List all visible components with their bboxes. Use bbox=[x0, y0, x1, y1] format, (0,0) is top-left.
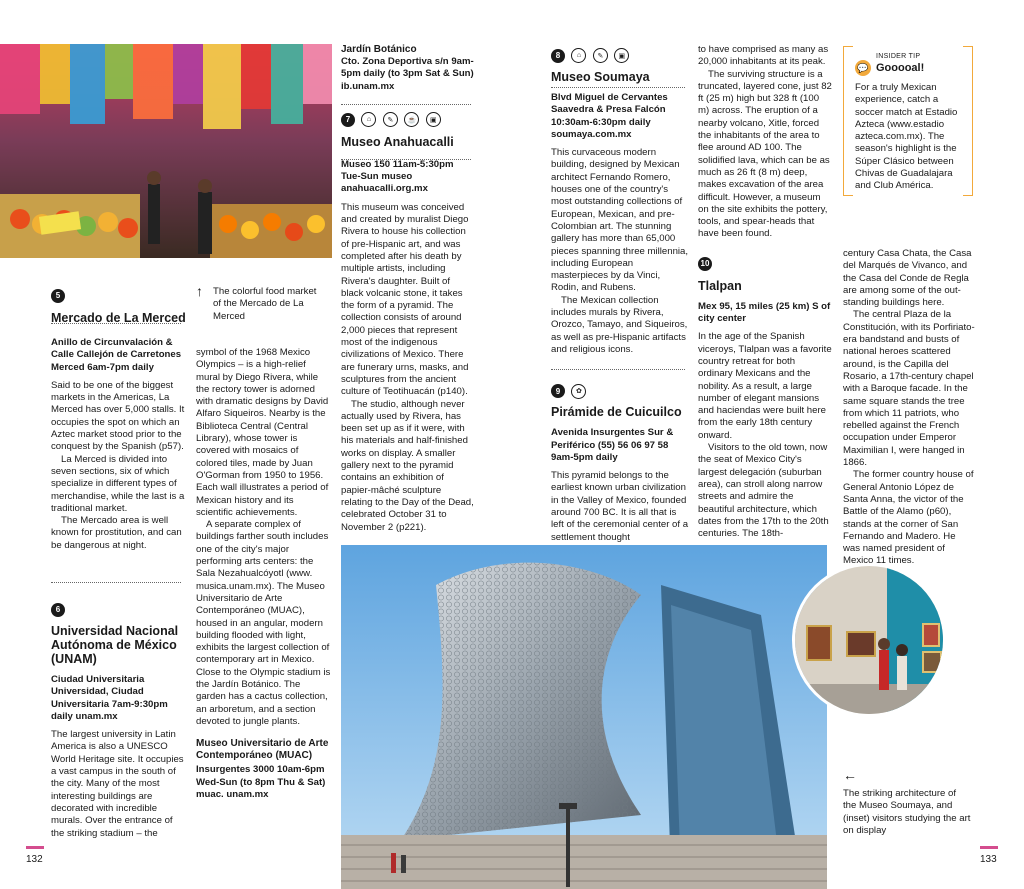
entry-info: Ciudad Universitaria Universidad, Ciudad Universitaria 7am-9:30pm daily unam.mx bbox=[51, 674, 168, 722]
entry-paragraph: This museum was conceived and created by muralist Diego Rivera to house his collection of pre-Hispanic art, and was completed after his death by multiple artists, including Rivera's daughter. Built of black volcanic stone, it takes the form of a pyramid. The collection consists of around 2,000 pieces that represent most of the indigenous civilizations of Mexico. There are funerary urns, masks, and sculptures from the ancient culture of Teotihuacán (p140). bbox=[341, 201, 469, 398]
entry-info: Anillo de Circunvalación & Calle Callejón de Carretones Merced 6am-7pm daily bbox=[51, 337, 182, 373]
divider bbox=[51, 582, 181, 583]
cafe-icon: ☕ bbox=[404, 112, 419, 127]
page-marker-left bbox=[26, 846, 44, 849]
entry-title: Universidad Nacional Autónoma de México (UNAM) bbox=[51, 624, 179, 666]
gallery-illustration bbox=[795, 566, 943, 714]
entry-number-badge: 7 bbox=[341, 113, 355, 127]
entry-paragraph: In the age of the Spanish viceroys, Tlalpan was a favorite country retreat for both ordinary Mexicans and the nobility. As a result, a large number of elegant mansions and haciendas were built here from the early 18th century onward. bbox=[698, 331, 832, 441]
entry-paragraph: La Merced is divided into seven sections, six of which specialize in different types of merchandise, while the last is a traditional market. bbox=[51, 453, 185, 514]
entry-number-badge: 9 bbox=[551, 384, 565, 398]
entry-paragraph: The Mexican collection includes murals by Rivera, Orozco, Tamayo, and Siqueiros, as well as pre-Hispanic artifacts and religious icons. bbox=[551, 294, 688, 355]
caption-bottom-arrow: ← bbox=[843, 767, 857, 783]
column-6 bbox=[843, 248, 975, 568]
entry-title: Museo Anahuacalli bbox=[341, 134, 454, 149]
market-photo bbox=[0, 44, 332, 258]
insider-tip-label: INSIDER TIP bbox=[876, 53, 921, 60]
sub-entry-title: Museo Universitario de Arte Contemporáneo (MUAC) bbox=[196, 738, 329, 762]
entry-paragraph: century Casa Chata, the Casa del Marqués de Vivanco, and the Casa del Conde de Regla are among some of the out-standing buildings here. bbox=[843, 248, 972, 309]
sub-entry-title: Jardín Botánico bbox=[341, 44, 417, 55]
insider-tip-text: For a truly Mexican experience, catch a soccer match at Estadio Azteca (www.estadio azteca.com.mx). The season's highlight is the Súper Clásico between Chivas de Guadalajara and Club América. bbox=[855, 82, 958, 192]
divider bbox=[551, 87, 685, 88]
art-icon: ✎ bbox=[383, 112, 398, 127]
page-marker-right bbox=[980, 846, 998, 849]
insider-tip-box bbox=[843, 46, 973, 196]
column-2 bbox=[196, 347, 332, 801]
page-number-right: 133 bbox=[980, 854, 997, 865]
shop-icon: ▣ bbox=[614, 48, 629, 63]
entry-info: Mex 95, 15 miles (25 km) S of city center bbox=[698, 300, 831, 325]
entry-paragraph: This pyramid belongs to the earliest known urban civilization in the Valley of Mexico, founded around 700 BC. It is all that is left of the ceremonial center of a settlement thought bbox=[551, 470, 689, 543]
entry-info: Museo 150 11am-5:30pm Tue-Sun museo anahuacalli.org.mx bbox=[341, 158, 454, 195]
entry-number-badge: 10 bbox=[698, 257, 712, 271]
entry-number-badge: 5 bbox=[51, 289, 65, 303]
caption-market: The colorful food market of the Mercado de La Merced bbox=[213, 286, 317, 322]
entry-number-badge: 6 bbox=[51, 603, 65, 617]
soumaya-photo bbox=[341, 545, 827, 889]
entry-paragraph: The Mercado area is well known for prostitution, and can be dangerous at night. bbox=[51, 515, 182, 551]
entry-paragraph: The largest university in Latin America is also a UNESCO World Heritage site. It occupies a vast campus in the south of the city. Many of the most interesting buildings are decorated with incredible murals. Over the entrance of the striking stadium – the bbox=[51, 729, 184, 839]
museum-icon: ⌂ bbox=[571, 48, 586, 63]
entry-paragraph: Visitors to the old town, now the seat of Mexico City's largest delegación (suburban area), can stroll along narrow streets and admire the beautiful architecture, which dates from the 17th to the 20th centuries. The 18th- bbox=[698, 442, 829, 540]
shop-icon: ▣ bbox=[426, 112, 441, 127]
entry-info: Blvd Miguel de Cervantes Saavedra & Presa Falcón 10:30am-6:30pm daily soumaya.com.mx bbox=[551, 92, 668, 140]
insider-tip-title: Gooooal! bbox=[876, 62, 925, 74]
entry-paragraph: A separate complex of buildings farther south includes one of the city's major performing arts centers: the Sala Nezahualcóyotl (www. musica.unam.mx). The Museo Universitario de Arte Contemporáneo (MUAC), housed in an angular, modern building flooded with light, exhibits the largest collection of contemporary art in Mexico. Close to the Olympic stadium is the Jardín Botánico. The garden has a cactus collection, an arboretum, and a section devoted to jungle plants. bbox=[196, 519, 331, 727]
museum-icon: ⌂ bbox=[361, 112, 376, 127]
entry-paragraph: to have comprised as many as 20,000 inhabitants at its peak. bbox=[698, 44, 829, 68]
sub-entry-info: Insurgentes 3000 10am-6pm Wed-Sun (to 8pm Thu & Sat) muac. unam.mx bbox=[196, 764, 326, 800]
entry-paragraph: The surviving structure is a truncated, layered cone, just 82 ft (25 m) high but 328 ft (100 m) across. The eruption of a nearby volcano, Xitle, forced the inhabitants of the area to flee around AD 100. The solidified lava, which can be as much as 26 ft (8 m) deep, makes excavation of the area difficult. However, a museum on the site exhibits the pottery, tools, and spear-heads that have been found. bbox=[698, 68, 832, 240]
column-3 bbox=[341, 44, 475, 534]
soumaya-photo-illustration bbox=[341, 545, 827, 889]
entry-paragraph: symbol of the 1968 Mexico Olympics – is a high-relief mural by Diego Rivera, while the rectory tower is adorned with dramatic designs by David Alfaro Siqueiros. Nearby is the Biblioteca Central (Central Library), whose tower is covered with mosaics of colored tiles, made by Juan O'Gorman from 1950 to 1956. Each wall illustrates a period of Mexican history and its scientific achievements. bbox=[196, 347, 329, 518]
entry-paragraph: The central Plaza de la Constitución, with its Porfiriato-era bandstand and busts of national heroes scattered around, is the Capilla del Rosario, a 17th-century chapel with a Baroque facade. In the same square stands the tree from which 11 patriots, who rebelled against the French occupation under Emperor Maximilian I, were hanged in 1866. bbox=[843, 309, 975, 469]
divider bbox=[551, 369, 685, 370]
entry-merced bbox=[51, 287, 187, 552]
entry-paragraph: Said to be one of the biggest markets in the Americas, La Merced has over 5,000 stalls. It occupies the spot on which an Aztec market stood prior to the conquest by the Spanish (p57). bbox=[51, 379, 185, 453]
entry-paragraph: The studio, although never actually used by Rivera, has been set up as if it were, with his materials and half-finished works on display. A smaller gallery next to the pyramid contains an exhibition of papier-mâché sculpture relating to the Day of the Dead, celebrated October 31 to November 2 (p221). bbox=[341, 398, 474, 533]
column-4 bbox=[551, 47, 689, 544]
divider bbox=[341, 159, 471, 160]
inset-gallery-photo bbox=[792, 563, 946, 717]
page-number-left: 132 bbox=[26, 854, 43, 865]
art-icon: ✎ bbox=[593, 48, 608, 63]
caption-soumaya: The striking architecture of the Museo Soumaya, and (inset) visitors studying the art on display bbox=[843, 788, 971, 836]
speech-bubble-icon: 💬 bbox=[855, 60, 871, 76]
entry-paragraph: The former country house of General Antonio López de Santa Anna, the victor of the Battle of the Alamo (p60), stands at the corner of San Fernando and Madero. He was named president of Mexico 11 times. bbox=[843, 469, 974, 567]
entry-number-badge: 8 bbox=[551, 49, 565, 63]
market-photo-illustration bbox=[0, 44, 332, 258]
archaeology-icon: ✿ bbox=[571, 384, 586, 399]
entry-title: Mercado de La Merced bbox=[51, 311, 186, 325]
entry-title: Pirámide de Cuicuilco bbox=[551, 405, 682, 420]
caption-top-arrow: ↑ bbox=[196, 283, 203, 299]
entry-title: Museo Soumaya bbox=[551, 70, 650, 84]
column-5 bbox=[698, 44, 832, 540]
divider bbox=[51, 323, 181, 324]
entry-unam bbox=[51, 601, 187, 840]
entry-info: Avenida Insurgentes Sur & Periférico (55) 56 06 97 58 9am-5pm daily bbox=[551, 427, 674, 463]
entry-paragraph: This curvaceous modern building, designed by Mexican architect Fernando Romero, houses one of the country's most outstanding collections of European, Mexican, and pre-Colombian art. The stunning gallery has more than 65,000 pieces spanning three millennia, including European masterpieces by da Vinci, Rodin, and Rubens. bbox=[551, 147, 689, 294]
sub-entry-info: Cto. Zona Deportiva s/n 9am-5pm daily (to 3pm Sat & Sun) ib.unam.mx bbox=[341, 56, 474, 92]
divider bbox=[341, 104, 471, 105]
entry-title: Tlalpan bbox=[698, 278, 742, 293]
